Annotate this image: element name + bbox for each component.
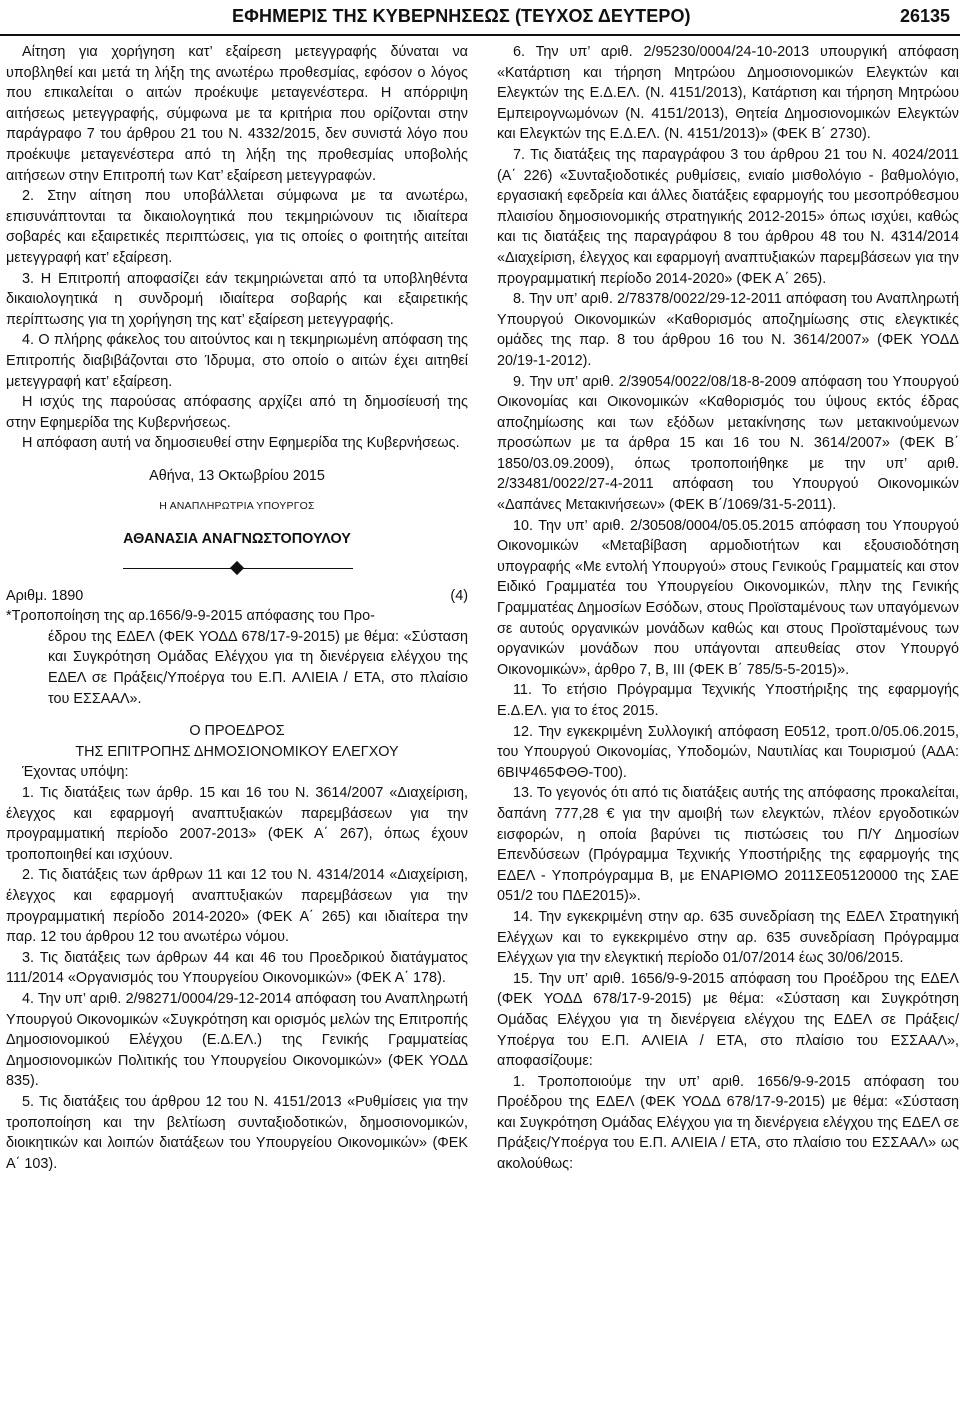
recital-item: 6. Την υπ’ αριθ. 2/95230/0004/24-10-2013 υπουργική απόφαση «Κατάρτιση και τήρηση Μητρώου Δημοσιονομικών Ελεγκτών και Ελεγκτών της Ε.Δ.ΕΛ. (Ν. 4151/2013), Κατάρτιση και τήρηση Μητρώου Εμπειρογνωμόνων (Ν. 4151/2013), Θητεία Δημοσιονομικών Ελεγκτών και Ελεγκτών της Ε.Δ.ΕΛ. (Ν. 4151/2013)» (ΦΕΚ Β΄ 2730). [497, 44, 959, 143]
paragraph: Αίτηση για χορήγηση κατ’ εξαίρεση μετεγγραφής δύναται να υποβληθεί και μετά τη λήξη της ανωτέρω προθεσμίας, εφόσον ο λόγος που επικαλείται ο αιτών προέκυψε μεταγενέστερα. Η απόρριψη αιτήσεως μετεγγραφής, σύμφωνα με τα κριτήρια που ορίζονται στην παράγραφο 7 του άρθρου 21 του Ν. 4332/2015, δεν συνιστά λόγο που προέκυψε μεταγενέστερα από τη λήξη της προθεσμίας υποβολής αιτήσεων στην Επιτροπή των Κατ’ εξαίρεση μετεγγραφών. [6, 44, 468, 184]
section-divider [6, 558, 468, 580]
decision-number: Αριθμ. 1890 [6, 587, 84, 604]
recital-item: 1. Τις διατάξεις των άρθρ. 15 και 16 του Ν. 3614/2007 «Διαχείριση, έλεγχος και εφαρμογή αναπτυξιακών παρεμβάσεων για την προγραμματική περίοδο 2007-2013» (ΦΕΚ Α΄ 267), όπως έχουν τροποποιηθεί και ισχύουν. [6, 785, 468, 863]
gazette-title: ΕΦΗΜΕΡΙΣ ΤΗΣ ΚΥΒΕΡΝΗΣΕΩΣ (ΤΕΥΧΟΣ ΔΕΥΤΕΡΟ) [232, 6, 691, 26]
recital-item: 11. Το ετήσιο Πρόγραμμα Τεχνικής Υποστήριξης της εφαρμογής Ε.Δ.ΕΛ. για το έτος 2015. [497, 682, 959, 719]
paragraph: Η απόφαση αυτή να δημοσιευθεί στην Εφημερίδα της Κυβερνήσεως. [22, 435, 460, 452]
recital-item: 15. Την υπ’ αριθ. 1656/9-9-2015 απόφαση του Προέδρου της ΕΔΕΛ (ΦΕΚ ΥΟΔΔ 678/17-9-2015) με θέμα: «Σύσταση και Συγκρότηση Ομάδας Ελέγχου για τη διενέργεια ελέγχου της ΕΔΕΛ σε Πράξεις/Υποέργα του Ε.Π. ΑΛΙΕΙΑ / ΕΤΑ, στο πλαίσιο του ΕΣΣΑΑΛ», αποφασίζουμε: [497, 970, 959, 1070]
signer-name: ΑΘΑΝΑΣΙΑ ΑΝΑΓΝΩΣΤΟΠΟΥΛΟΥ [123, 531, 351, 548]
recital-item: 4. Την υπ’ αριθ. 2/98271/0004/29-12-2014 απόφαση του Αναπληρωτή Υπουργού Οικονομικών «Συγκρότηση και ορισμός μελών της Επιτροπής Δημοσιονομικού Ελέγχου (Ε.Δ.ΕΛ.) της Γενικής Γραμματείας Δημοσιονομικών Πολιτικής του Υπουργείου Οικονομικών» (ΦΕΚ ΥΟΔΔ 835). [6, 990, 468, 1090]
paragraph: Η ισχύς της παρούσας απόφασης αρχίζει από τη δημοσίευσή της στην Εφημερίδα της Κυβερνήσεως. [6, 394, 468, 431]
authority-body: ΤΗΣ ΕΠΙΤΡΟΠΗΣ ΔΗΜΟΣΙΟΝΟΜΙΚΟΥ ΕΛΕΓΧΟΥ [75, 743, 399, 760]
article-item: 1. Τροποποιούμε την υπ’ αριθ. 1656/9-9-2015 απόφαση του Προέδρου της ΕΔΕΛ (ΦΕΚ ΥΟΔΔ 678/17-9-2015) με θέμα: «Σύσταση και Συγκρότηση Ομάδας Ελέγχου για τη διενέργεια ελέγχου της ΕΔΕΛ σε Πράξεις/Υποέργα του Ε.Π. ΑΛΙΕΙΑ / ΕΤΑ, στο πλαίσιο του ΕΣΣΑΑΛ» ως ακολούθως: [497, 1073, 959, 1173]
recital-item: 9. Την υπ’ αριθ. 2/39054/0022/08/18-8-2009 απόφαση του Υπουργού Οικονομίας και Οικονομικών «Καθορισμός του ύψους εκτός έδρας αποζημίωσης και των εξόδων μετακίνησης των μετακινούμενων προσώπων με τα άρθρα 15 και 16 του Ν. 3614/2007» (ΦΕΚ Β΄ 1850/03.09.2009), όπως τροποποιήθηκε με την υπ’ αριθ. 2/33481/0022/27-4-2011 απόφαση του Υπουργού Οικονομικών «Δαπάνες Μετακινήσεων» (ΦΕΚ Β΄/1069/31-5-2011). [497, 373, 959, 514]
page-number: 26135 [899, 6, 950, 26]
decision-header [6, 586, 468, 607]
recital-item: 2. Τις διατάξεις των άρθρων 11 και 12 του Ν. 4314/2014 «Διαχείριση, έλεγχος και εφαρμογή αναπτυξιακών παρεμβάσεων για την προγραμματική περίοδο 2014-2020» (ΦΕΚ Α΄ 265) και ιδιαίτερα την παρ. 12 του άρθρου 12 του ανωτέρω νόμου. [6, 867, 468, 946]
recital-item: 14. Την εγκεκριμένη στην αρ. 635 συνεδρίαση της ΕΔΕΛ Στρατηγική Ελέγχων και το εγκεκριμένο στην αρ. 635 συνεδρίαση Πρόγραμμα Ελέγχων για την ελεγκτική περίοδο 01/07/2014 έως 30/06/2015. [497, 908, 959, 967]
authority-title: Ο ΠΡΟΕΔΡΟΣ [189, 723, 285, 740]
place-date: Αθήνα, 13 Οκτωβρίου 2015 [149, 467, 325, 484]
having-regard: Έχοντας υπόψη: [22, 764, 129, 781]
recital-item: 13. Το γεγονός ότι από τις διατάξεις αυτής της απόφασης προκαλείται, δαπάνη 777,28 € για την αμοιβή των ελεγκτών, πλέον εργοδοτικών εισφορών, η οποία βαρύνει τις πιστώσεις του Π/Υ Δημοσίων Επενδύσεων (Πρόγραμμα Τεχνικής Υποστήριξης της εφαρμογής της ΕΔΕΛ - Υποπρόγραμμα Β, με ΕΝΑΡΙΘΜΟ 2011ΣΕ05120000 της ΣΑΕ 051/2 του ΠΔΕ2015)». [497, 785, 959, 905]
signer-role: Η ΑΝΑΠΛΗΡΩΤΡΙΑ ΥΠΟΥΡΓΟΣ [159, 500, 315, 513]
paragraph: 3. Η Επιτροπή αποφασίζει εάν τεκμηριώνεται από τα υποβληθέντα δικαιολογητικά η συνδρομή ιδιαίτερα σοβαρής και εξαιρετικής περίπτωσης για τη χορήγηση της κατ’ εξαίρεση μετεγγραφής. [6, 270, 468, 328]
decision-seq: (4) [450, 587, 468, 604]
paragraph: 2. Στην αίτηση που υποβάλλεται σύμφωνα με τα ανωτέρω, επισυνάπτονται τα δικαιολογητικά που τεκμηριώνουν τις ιδιαίτερα σοβαρές και εξαιρετικές περιπτώσεις, για τις οποίες ο φοιτητής αιτείται μετεγγραφή κατ’ εξαίρεση. [6, 188, 468, 266]
diamond-icon [230, 561, 244, 575]
recital-item: 12. Την εγκεκριμένη Συλλογική απόφαση Ε0512, τροπ.0/05.06.2015, του Υπουργού Οικονομίας, Υποδομών, Ναυτιλίας και Τουρισμού (ΑΔΑ: 6ΒΙΨ465ΦΘΘ-Τ00). [497, 723, 959, 781]
issuing-authority [6, 721, 468, 762]
left-column [6, 42, 468, 1174]
subject-lead: *Τροποποίηση της αρ.1656/9-9-2015 απόφασης του Προ- [6, 608, 375, 625]
recital-item: 5. Τις διατάξεις του άρθρου 12 του Ν. 4151/2013 «Ρυθμίσεις για την τροποποίηση και την βελτίωση συνταξιοδοτικών, δημοσιονομικών, διοικητικών και λοιπών διατάξεων του Υπουργείου Οικονομικών» (ΦΕΚ Α΄ 103). [6, 1093, 468, 1172]
recital-item: 3. Τις διατάξεις των άρθρων 44 και 46 του Προεδρικού διατάγματος 111/2014 «Οργανισμός του Υπουργείου Οικονομικών» (ΦΕΚ Α΄ 178). [6, 949, 468, 987]
paragraph: 4. Ο πλήρης φάκελος του αιτούντος και η τεκμηριωμένη απόφαση της Επιτροπής διαβιβάζονται στο Ίδρυμα, στο οποίο ο αιτών έχει αιτηθεί μετεγγραφή κατ’ εξαίρεση. [6, 332, 468, 390]
page-header [0, 0, 960, 36]
subject-body: έδρου της ΕΔΕΛ (ΦΕΚ ΥΟΔΔ 678/17-9-2015) με θέμα: «Σύσταση και Συγκρότηση Ομάδας Ελέγχου για τη διενέργεια ελέγχου της ΕΔΕΛ σε Πράξεις/Υποέργα του Ε.Π. ΑΛΙΕΙΑ / ΕΤΑ, στο πλαίσιο του ΕΣΣΑΑΛ». [48, 628, 468, 707]
recital-item: 7. Τις διατάξεις της παραγράφου 3 του άρθρου 21 του Ν. 4024/2011 (Α΄ 226) «Συνταξιοδοτικές ρυθμίσεις, ενιαίο μισθολόγιο - βαθμολόγιο, εργασιακή εφεδρεία και άλλες διατάξεις εφαρμογής του μεσοπρόθεσμου πλαισίου δημοσιονομικής στρατηγικής 2012-2015» όπως ισχύει, καθώς και τις διατάξεις της παραγράφου 8 του άρθρου 48 του Ν. 4314/2014 «Διαχείριση, έλεγχος και εφαρμογή αναπτυξιακών παρεμβάσεων για την προγραμματική περίοδο 2014-2020» (ΦΕΚ Α΄ 265). [497, 146, 959, 287]
recital-item: 10. Την υπ’ αριθ. 2/30508/0004/05.05.2015 απόφαση του Υπουργού Οικονομικών «Μεταβίβαση αρμοδιοτήτων και εξουσιοδότηση υπογραφής «Με εντολή Υπουργού» στους Γενικούς Γραμματείς και στον Ειδικό Γραμματέα του Υπουργείου Οικονομικών, πλην της Γενικής Γραμματέας Δημοσίων Εσόδων, στους Προϊσταμένους των υπαγόμενων σε αυτούς οργανικών μονάδων καθώς και στους Προϊσταμένους των οργανικών μονάδων που υπάγονται απευθείας στον Υπουργό Οικονομικών», άρθρο 7, Β, ΙΙΙ (ΦΕΚ Β΄ 785/5-5-2015)». [497, 517, 959, 678]
recital-item: 8. Την υπ’ αριθ. 2/78378/0022/29-12-2011 απόφαση του Αναπληρωτή Υπουργού Οικονομικών «Καθορισμός αποζημίωσης στις ελεγκτικές ομάδες της παρ. 8 του άρθρου 16 του Ν. 3614/2007» (ΦΕΚ ΥΟΔΔ 20/19-1-2012). [497, 291, 959, 369]
right-column [497, 42, 959, 1175]
